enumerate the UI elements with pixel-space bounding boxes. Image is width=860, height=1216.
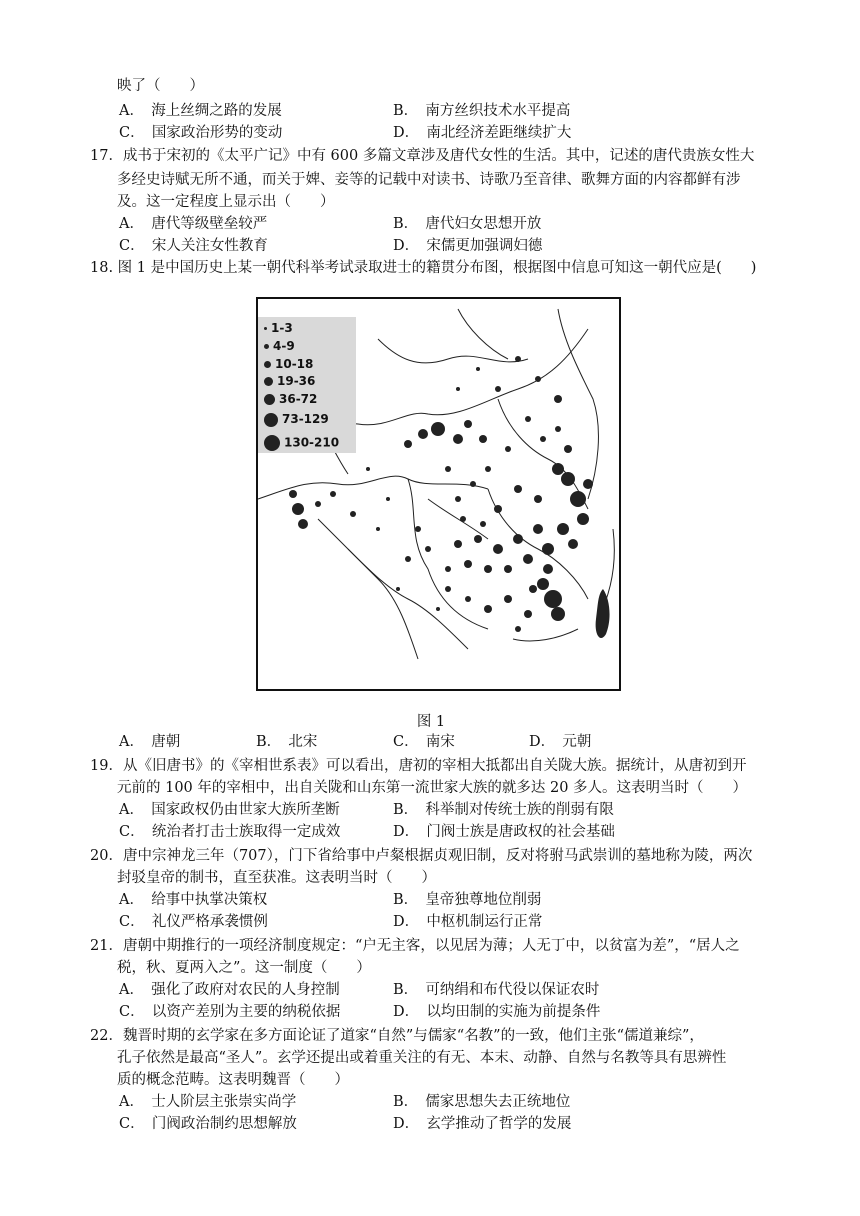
q21-stem-line2: 税，秋、夏两入之”。这一制度（ ） — [117, 960, 371, 976]
q22-stem-line1: 22．魏晋时期的玄学家在多方面论证了道家“自然”与儒家“名教”的一致，他们主张“儒道兼综”， — [90, 1028, 704, 1044]
legend-item: 19-36 — [264, 374, 315, 388]
q20-option-b[interactable]: B． 皇帝独尊地位削弱 — [393, 892, 542, 908]
q22-option-b[interactable]: B． 儒家思想失去正统地位 — [393, 1094, 571, 1110]
legend-item: 36-72 — [264, 392, 317, 406]
q21-stem-line1: 21．唐朝中期推行的一项经济制度规定：“户无主客，以见居为薄；人无丁中，以贫富为差”，“居人之 — [90, 938, 740, 954]
q20-option-c[interactable]: C． 礼仪严格承袭惯例 — [119, 914, 268, 930]
q16-stem-tail: 映了（ ） — [117, 78, 204, 94]
legend-item: 10-18 — [264, 357, 313, 371]
q19-stem-line1: 19．从《旧唐书》的《宰相世系表》可以看出，唐初的宰相大抵都出自关陇大族。据统计，从唐初到开 — [90, 758, 747, 774]
q16-option-a[interactable]: A． 海上丝绸之路的发展 — [119, 103, 282, 119]
q19-option-d[interactable]: D． 门阀士族是唐政权的社会基础 — [393, 824, 615, 840]
legend-item: 4-9 — [264, 339, 295, 353]
q18-option-c[interactable]: C． 南宋 — [393, 734, 455, 750]
q21-option-c[interactable]: C． 以资产差别为主要的纳税依据 — [119, 1004, 341, 1020]
q20-option-d[interactable]: D． 中枢机制运行正常 — [393, 914, 543, 930]
q18-option-d[interactable]: D． 元朝 — [529, 734, 592, 750]
q21-option-b[interactable]: B． 可纳绢和布代役以保证农时 — [393, 982, 600, 998]
q17-stem-line3: 及。这一定程度上显示出（ ） — [117, 194, 335, 210]
q20-stem-line2: 封驳皇帝的制书，直至获准。这表明当时（ ） — [117, 870, 436, 886]
q19-option-a[interactable]: A． 国家政权仍由世家大族所垄断 — [119, 802, 340, 818]
q17-option-d[interactable]: D． 宋儒更加强调妇德 — [393, 238, 543, 254]
figure-caption: 图 1 — [416, 714, 446, 730]
q19-stem-line2: 元前的 100 年的宰相中，出自关陇和山东第一流世家大族的就多达 20 多人。这表明当时（ ） — [117, 780, 748, 796]
q18-stem: 18. 图 1 是中国历史上某一朝代科举考试录取进士的籍贯分布图，根据图中信息可知这一朝代应是( ) — [90, 260, 757, 276]
q17-stem-line1: 17．成书于宋初的《太平广记》中有 600 多篇文章涉及唐代女性的生活。其中，记述的唐代贵族女性大 — [90, 148, 755, 164]
q18-option-a[interactable]: A． 唐朝 — [119, 734, 181, 750]
q21-option-a[interactable]: A． 强化了政府对农民的人身控制 — [119, 982, 340, 998]
q18-option-b[interactable]: B． 北宋 — [256, 734, 318, 750]
q16-option-b[interactable]: B． 南方丝织技术水平提高 — [393, 103, 571, 119]
q19-option-c[interactable]: C． 统治者打击士族取得一定成效 — [119, 824, 341, 840]
q20-option-a[interactable]: A． 给事中执掌决策权 — [119, 892, 268, 908]
legend-item: 73-129 — [264, 412, 329, 427]
q16-option-c[interactable]: C． 国家政治形势的变动 — [119, 125, 283, 141]
q17-option-b[interactable]: B． 唐代妇女思想开放 — [393, 216, 542, 232]
q22-option-c[interactable]: C． 门阀政治制约思想解放 — [119, 1116, 297, 1132]
q19-option-b[interactable]: B． 科举制对传统士族的削弱有限 — [393, 802, 614, 818]
q17-option-c[interactable]: C． 宋人关注女性教育 — [119, 238, 268, 254]
map-legend — [258, 317, 356, 453]
q17-option-a[interactable]: A． 唐代等级壁垒较严 — [119, 216, 268, 232]
q17-stem-line2: 多经史诗赋无所不通，而关于婢、妾等的记载中对读书、诗歌乃至音律、歌舞方面的内容都鲜有涉 — [117, 172, 741, 188]
q22-option-d[interactable]: D． 玄学推动了哲学的发展 — [393, 1116, 572, 1132]
q21-option-d[interactable]: D． 以均田制的实施为前提条件 — [393, 1004, 601, 1020]
q22-stem-line2: 孔子依然是最高“圣人”。玄学还提出或着重关注的有无、本末、动静、自然与名教等具有思辨性 — [117, 1050, 727, 1066]
jinshi-distribution-map — [256, 297, 621, 691]
legend-item: 1-3 — [264, 321, 293, 335]
q22-option-a[interactable]: A． 士人阶层主张崇实尚学 — [119, 1094, 297, 1110]
q22-stem-line3: 质的概念范畴。这表明魏晋（ ） — [117, 1072, 349, 1088]
legend-item: 130-210 — [264, 435, 339, 451]
q20-stem-line1: 20．唐中宗神龙三年（707），门下省给事中卢粲根据贞观旧制，反对将驸马武崇训的墓地称为陵，两次 — [90, 848, 753, 864]
q16-option-d[interactable]: D． 南北经济差距继续扩大 — [393, 125, 572, 141]
